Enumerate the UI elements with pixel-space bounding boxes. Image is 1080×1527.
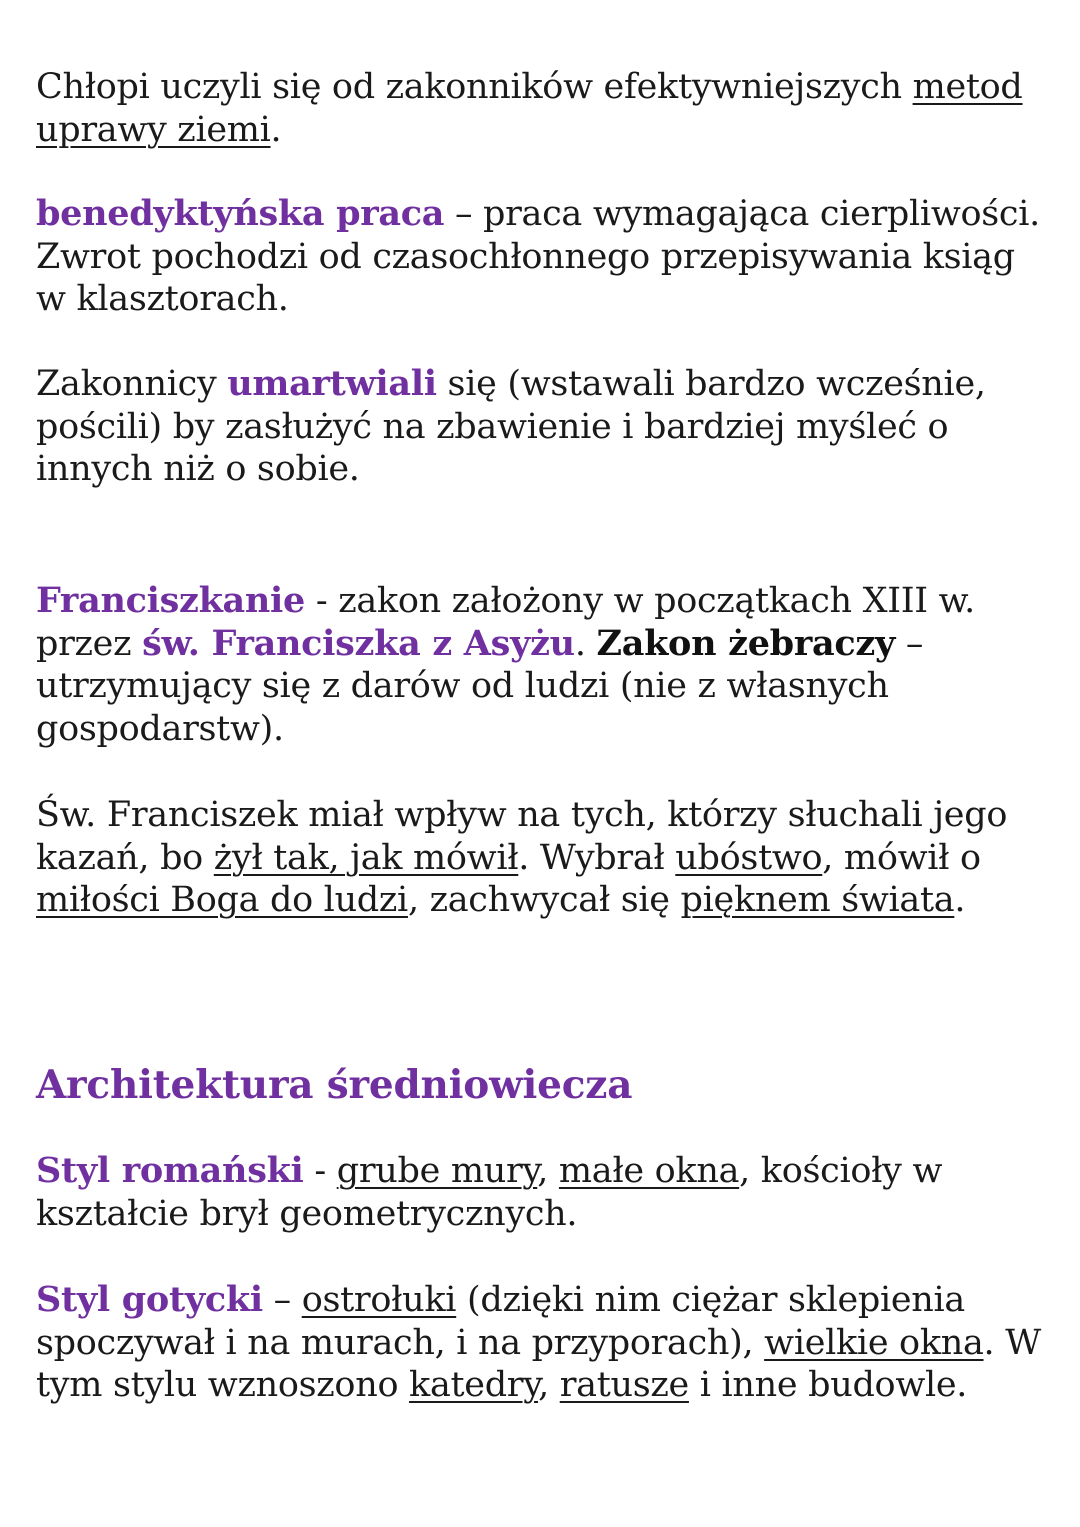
underlined-phrase: katedry	[409, 1365, 539, 1405]
section-heading: Architektura średniowiecza	[36, 1062, 633, 1108]
highlighted-term: św. Franciszka z Asyżu	[142, 622, 575, 664]
highlighted-term: benedyktyńska praca	[36, 193, 445, 234]
underlined-phrase: miłości Boga do ludzi	[36, 880, 408, 920]
underlined-phrase: małe okna	[558, 1151, 740, 1191]
underlined-phrase: grube mury	[336, 1151, 538, 1191]
underlined-phrase: wielkie okna	[764, 1322, 984, 1363]
paragraph-monks-mortification: Zakonnicy umartwiali się (wstawali bardzo wcześnie, pościli) by zasłużyć na zbawienie i bardziej myśleć o innych niż o sobie.	[36, 363, 986, 489]
underlined-phrase: pięknem świata	[680, 880, 955, 920]
underlined-phrase: ostrołuki	[301, 1280, 457, 1320]
bold-term: Zakon żebraczy	[596, 622, 895, 664]
underlined-phrase: ubóstwo	[675, 837, 823, 878]
highlighted-term: Styl gotycki	[36, 1279, 263, 1320]
highlighted-term: umartwiali	[227, 363, 437, 404]
paragraph-saint-francis: Św. Franciszek miał wpływ na tych, którzy słuchali jego kazań, bo żył tak, jak mówił. Wybrał ubóstwo, mówił o miłości Boga do ludzi, zachwycał się pięknem świata.	[36, 795, 1008, 920]
highlighted-term: Styl romański	[36, 1150, 304, 1191]
highlighted-term: Franciszkanie	[36, 580, 306, 621]
paragraph-peasants-learning: Chłopi uczyli się od zakonników efektywniejszych metod uprawy ziemi.	[36, 67, 1023, 150]
paragraph-benedictine-work: benedyktyńska praca – praca wymagająca cierpliwości. Zwrot pochodzi od czasochłonnego przepisywania ksiąg w klasztorach.	[36, 193, 1040, 319]
paragraph-gothic-style: Styl gotycki – ostrołuki (dzięki nim ciężar sklepienia spoczywał i na murach, i na przyporach), wielkie okna. W tym stylu wznoszono katedry, ratusze i inne budowle.	[36, 1279, 1041, 1405]
paragraph-franciscans: Franciszkanie - zakon założony w początkach XIII w. przez św. Franciszka z Asyżu. Zakon żebraczy – utrzymujący się z darów od ludzi (nie z własnych gospodarstw).	[36, 580, 975, 749]
underlined-phrase: żył tak, jak mówił	[213, 837, 519, 878]
underlined-phrase: metod uprawy ziemi	[36, 67, 1023, 150]
paragraph-romanesque-style: Styl romański - grube mury, małe okna, kościoły w kształcie brył geometrycznych.	[36, 1150, 943, 1234]
underlined-phrase: ratusze	[559, 1365, 689, 1405]
